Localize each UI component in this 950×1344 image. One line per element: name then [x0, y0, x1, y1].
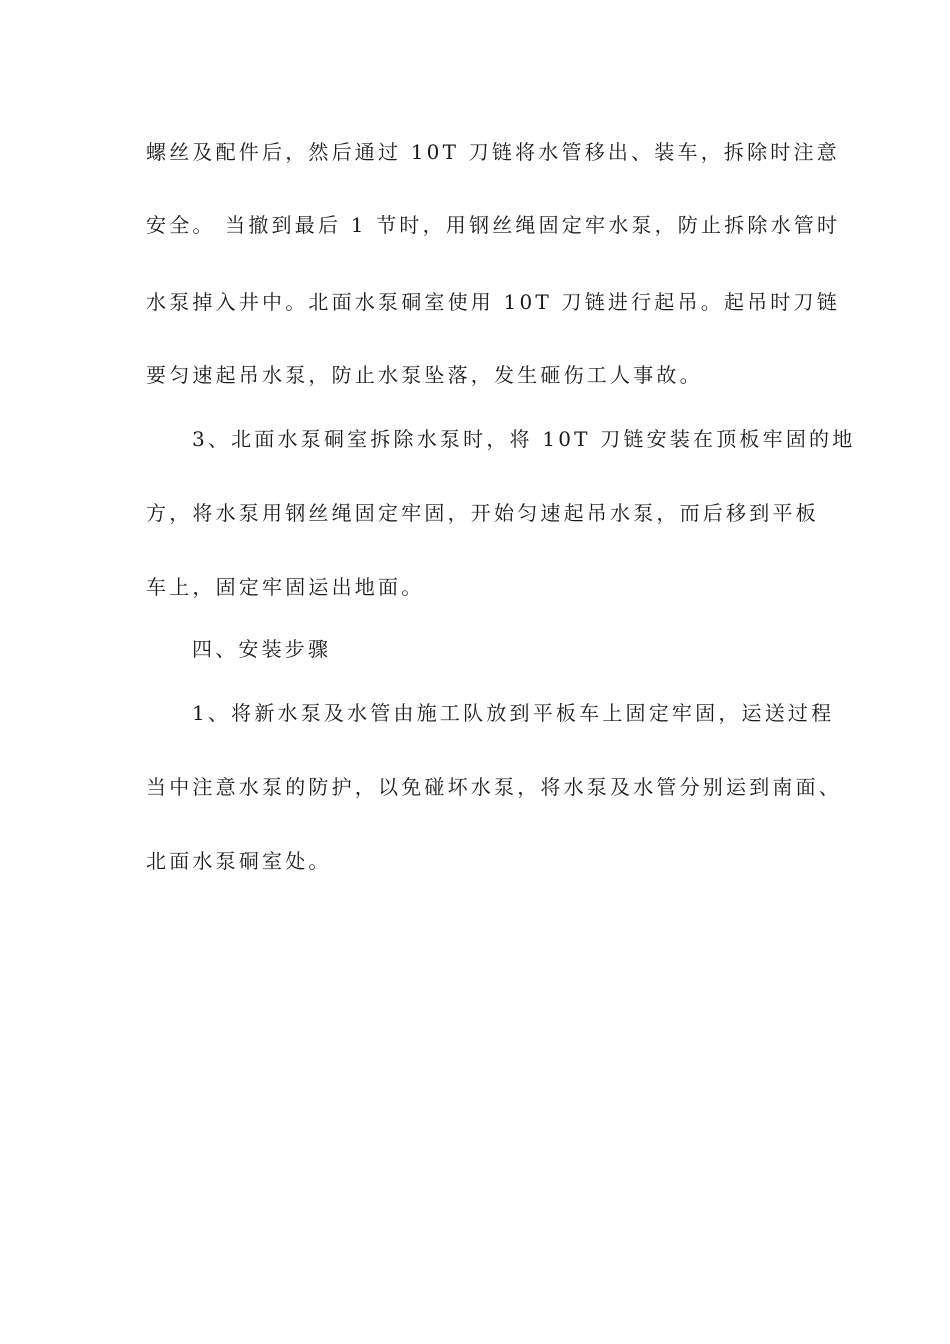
paragraph-line: 车上，固定牢固运出地面。 — [146, 575, 425, 599]
paragraph-line: 水泵掉入井中。北面水泵硐室使用 10T 刀链进行起吊。起吊时刀链 — [146, 290, 840, 314]
paragraph-line: 安全。 当撤到最后 1 节时，用钢丝绳固定牢水泵，防止拆除水管时 — [146, 213, 841, 237]
paragraph-line: 要匀速起吊水泵，防止水泵坠落，发生砸伤工人事故。 — [146, 363, 703, 387]
section-heading: 四、安装步骤 — [192, 637, 332, 661]
paragraph-line: 北面水泵硐室处。 — [146, 849, 332, 873]
paragraph-line: 1、将新水泵及水管由施工队放到平板车上固定牢固，运送过程 — [192, 701, 835, 725]
paragraph-line: 方，将水泵用钢丝绳固定牢固，开始匀速起吊水泵，而后移到平板 — [146, 501, 819, 525]
paragraph-line: 3、北面水泵硐室拆除水泵时，将 10T 刀链安装在顶板牢固的地 — [192, 427, 856, 451]
paragraph-line: 螺丝及配件后，然后通过 10T 刀链将水管移出、装车，拆除时注意 — [146, 140, 840, 164]
paragraph-line: 当中注意水泵的防护，以免碰坏水泵，将水泵及水管分别运到南面、 — [146, 775, 842, 799]
